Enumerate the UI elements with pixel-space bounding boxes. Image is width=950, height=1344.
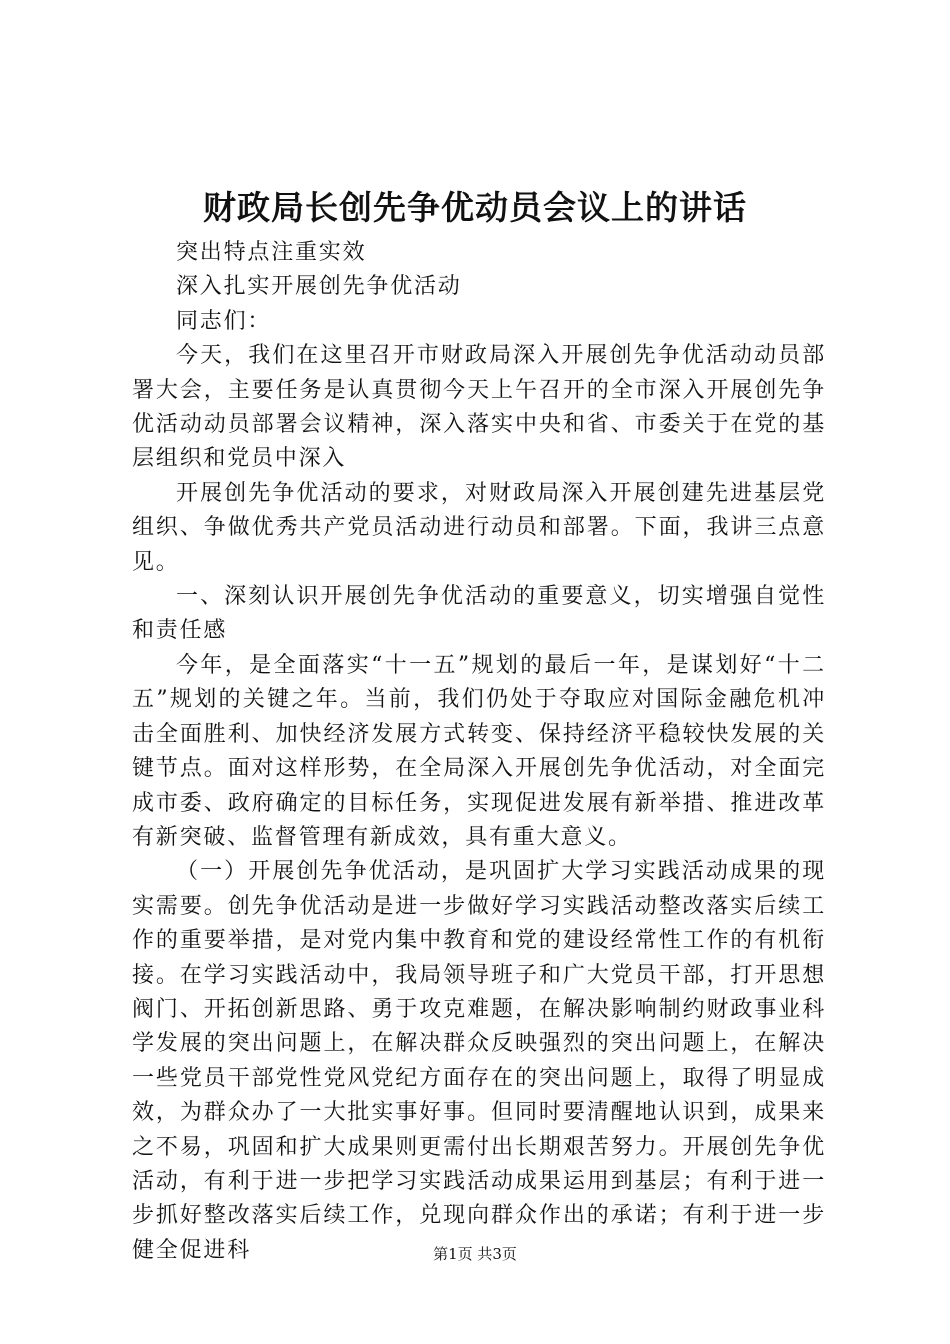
document-body	[132, 236, 826, 1268]
page-number: 第1页 共3页	[433, 1245, 517, 1263]
subtitle-line-2: 深入扎实开展创先争优活动	[176, 274, 462, 300]
section-heading-1: 一、深刻认识开展创先争优活动的重要意义，切实增强自觉性和责任感	[132, 584, 826, 644]
paragraph-intro: 今天，我们在这里召开市财政局深入开展创先争优活动动员部署大会，主要任务是认真贯彻今天上午召开的全市深入开展创先争优活动动员部署会议精神，深入落实中央和省、市委关于在党的基层组织和党员中深入	[132, 343, 826, 472]
paragraph-point-1: （一）开展创先争优活动，是巩固扩大学习实践活动成果的现实需要。创先争优活动是进一步做好学习实践活动整改落实后续工作的重要举措，是对党内集中教育和党的建设经常性工作的有机衔接。在学习实践活动中，我局领导班子和广大党员干部，打开思想阀门、开拓创新思路、勇于攻克难题，在解决影响制约财政事业科学发展的突出问题上，在解决群众反映强烈的突出问题上，在解决一些党员干部党性党风党纪方面存在的突出问题上，取得了明显成效，为群众办了一大批实事好事。但同时要清醒地认识到，成果来之不易，巩固和扩大成果则更需付出长期艰苦努力。开展创先争优活动，有利于进一步把学习实践活动成果运用到基层；有利于进一步抓好整改落实后续工作，兑现向群众作出的承诺；有利于进一步健全促进科	[132, 859, 826, 1263]
paragraph-background: 今年，是全面落实“十一五”规划的最后一年，是谋划好“十二五”规划的关键之年。当前，我们仍处于夺取应对国际金融危机冲击全面胜利、加快经济发展方式转变、保持经济平稳较快发展的关键节点。面对这样形势，在全局深入开展创先争优活动，对全面完成市委、政府确定的目标任务，实现促进发展有新举措、推进改革有新突破、监督管理有新成效，具有重大意义。	[132, 652, 826, 850]
paragraph-intro-continued: 开展创先争优活动的要求，对财政局深入开展创建先进基层党组织、争做优秀共产党员活动进行动员和部署。下面，我讲三点意见。	[132, 480, 826, 575]
salutation: 同志们：	[176, 308, 272, 334]
page-title: 财政局长创先争优动员会议上的讲话	[203, 188, 747, 227]
subtitle-line-1: 突出特点注重实效	[176, 240, 367, 265]
